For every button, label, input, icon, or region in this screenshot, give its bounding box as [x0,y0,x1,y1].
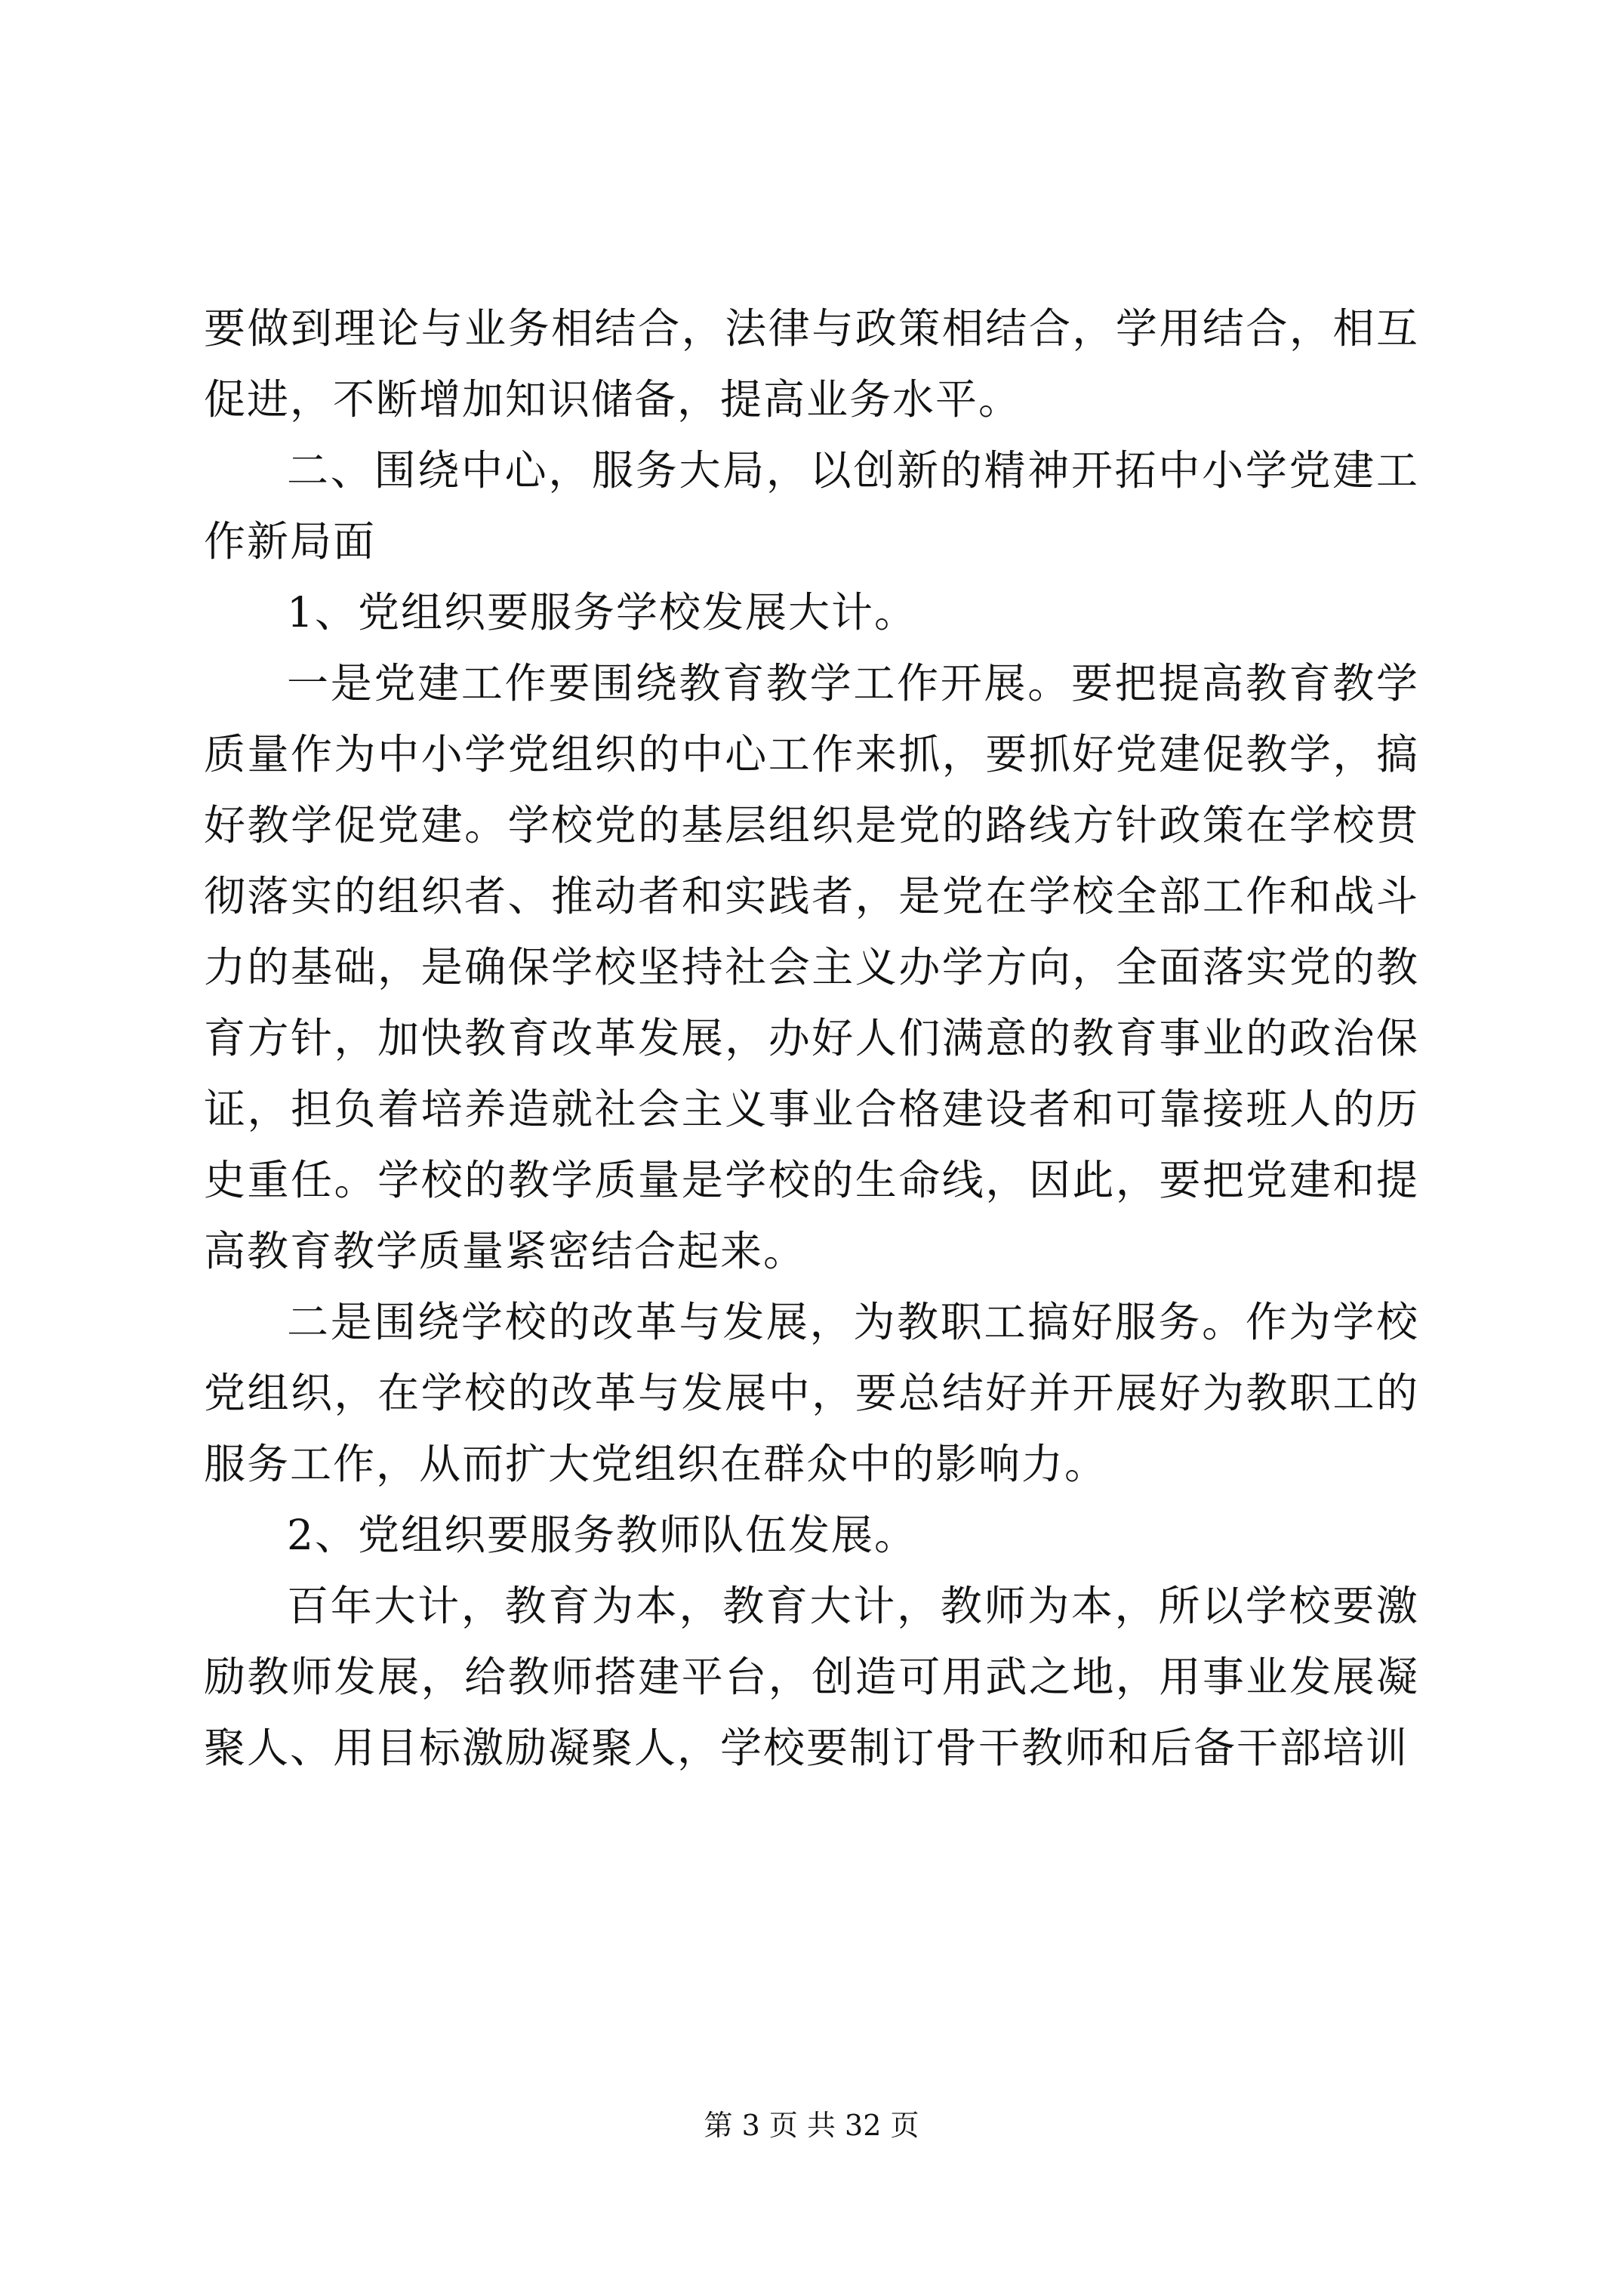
document-body [204,293,1419,1783]
section-heading: 二、围绕中心，服务大局，以创新的精神开拓中小学党建工作新局面 [204,446,1419,566]
subsection-heading: 2、党组织要服务教师队伍发展。 [287,1511,917,1559]
page-footer [0,2106,1623,2144]
page-number-label: 第 3 页 共 32 页 [704,2109,919,2142]
subsection-heading: 1、党组织要服务学校发展大计。 [287,588,917,636]
paragraph: 要做到理论与业务相结合，法律与政策相结合，学用结合，相互促进，不断增加知识储备，提高业务水平。 [204,304,1419,424]
paragraph: 二是围绕学校的改革与发展，为教职工搞好服务。作为学校党组织，在学校的改革与发展中，要总结好并开展好为教职工的服务工作，从而扩大党组织在群众中的影响力。 [204,1298,1419,1488]
paragraph: 百年大计，教育为本，教育大计，教师为本，所以学校要激励教师发展，给教师搭建平台，创造可用武之地，用事业发展凝聚人、用目标激励凝聚人，学校要制订骨干教师和后备干部培训 [204,1582,1419,1772]
paragraph: 一是党建工作要围绕教育教学工作开展。要把提高教育教学质量作为中小学党组织的中心工作来抓，要抓好党建促教学，搞好教学促党建。学校党的基层组织是党的路线方针政策在学校贯彻落实的组织者、推动者和实践者，是党在学校全部工作和战斗力的基础，是确保学校坚持社会主义办学方向，全面落实党的教育方针，加快教育改革发展，办好人们满意的教育事业的政治保证，担负着培养造就社会主义事业合格建设者和可靠接班人的历史重任。学校的教学质量是学校的生命线，因此，要把党建和提高教育教学质量紧密结合起来。 [204,659,1419,1275]
